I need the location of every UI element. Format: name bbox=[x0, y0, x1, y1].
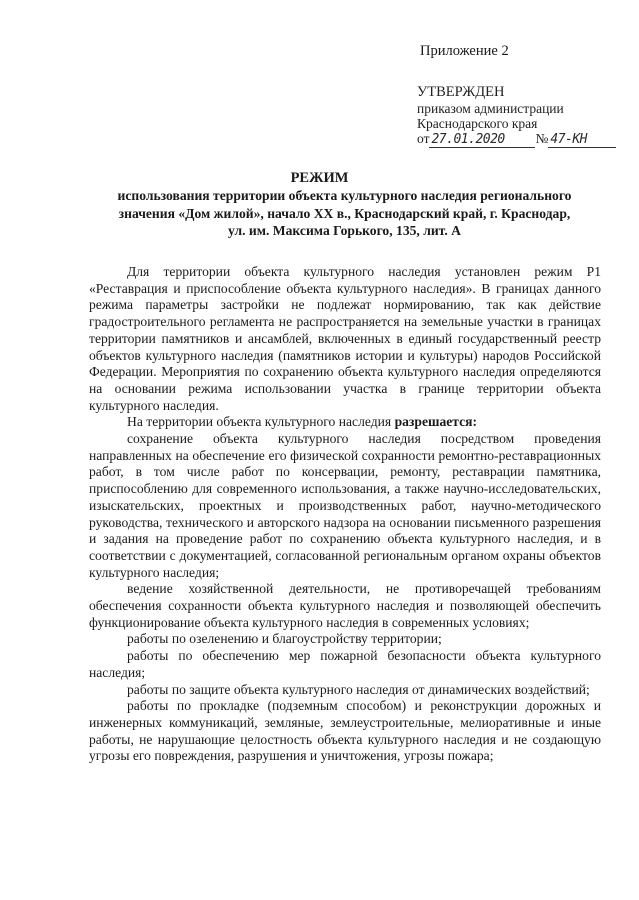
paragraph-dynamic-protection: работы по защите объекта культурного наследия от динамических воздействий; bbox=[127, 681, 590, 697]
document-subtitle bbox=[82, 187, 607, 240]
paragraph-economic-activity: ведение хозяйственной деятельности, не противоречащей требованиям обеспечения сохранности объекта культурного наследия и позволяющей обеспечить функционирование объекта культурного наследия в современных условиях; bbox=[89, 581, 601, 630]
subtitle-line-1: использования территории объекта культурного наследия регионального bbox=[117, 188, 572, 203]
order-date-number bbox=[417, 131, 616, 148]
handwritten-number: 47-КН bbox=[548, 132, 616, 148]
approved-label: УТВЕРЖДЕН bbox=[417, 84, 505, 100]
permitted-intro-text: На территории объекта культурного наследия bbox=[127, 414, 395, 430]
handwritten-date: 27.01.2020 bbox=[429, 132, 535, 148]
subtitle-line-3: ул. им. Максима Горького, 135, лит. А bbox=[228, 223, 461, 238]
appendix-label: Приложение 2 bbox=[420, 43, 509, 59]
approval-stamp bbox=[417, 84, 616, 148]
number-prefix: № bbox=[535, 131, 549, 146]
permitted-keyword: разрешается: bbox=[394, 414, 478, 430]
date-prefix: от bbox=[417, 131, 430, 146]
paragraph-regime: Для территории объекта культурного наследия установлен режим Р1 «Реставрация и приспособление объекта культурного наследия». В границах данного режима параметры застройки не подлежат нормированию, так как действие градостроительного регламента не распространяется на земельные участки в границах территории памятников и ансамблей, включенных в единый государственный реестр объектов культурного наследия (памятников истории и культуры) народов Российской Федерации. Мероприятия по сохранению объекта культурного наследия определяются на основании режима использовании участка в границе территории объекта культурного наследия. bbox=[89, 264, 601, 413]
paragraph-landscaping: работы по озеленению и благоустройству территории; bbox=[127, 631, 442, 647]
paragraph-fire-safety: работы по обеспечению мер пожарной безопасности объекта культурного наследия; bbox=[89, 648, 601, 680]
subtitle-line-2: значения «Дом жилой», начало XX в., Краснодарский край, г. Краснодар, bbox=[118, 205, 571, 221]
order-line-2: Краснодарского края bbox=[417, 116, 538, 131]
document-title: РЕЖИМ bbox=[290, 170, 349, 186]
paragraph-utilities: работы по прокладке (подземным способом) и реконструкции дорожных и инженерных коммуникаций, земляные, землеустроительные, мелиоративные и иные работы, не нарушающие целостность объекта культурного наследия и не создающую угрозы его повреждения, разрушения и уничтожения, угрозы пожара; bbox=[89, 698, 601, 764]
paragraph-permitted-intro bbox=[89, 414, 601, 431]
order-line-1: приказом администрации bbox=[417, 101, 564, 116]
document-body bbox=[89, 264, 601, 765]
paragraph-preservation: сохранение объекта культурного наследия посредством проведения направленных на обеспечение его физической сохранности ремонтно-реставрационных работ, в том числе работ по консервации, ремонту, реставрации памятника, приспособлению для современного использования, а также научно-исследовательских, изыскательских, проектных и производственных работ, научно-методического руководства, технического и авторского надзора на основании письменного разрешения и задания на проведение работ по сохранению объекта культурного наследия, и в соответствии с документацией, согласованной региональным органом охраны объектов культурного наследия; bbox=[89, 431, 601, 580]
